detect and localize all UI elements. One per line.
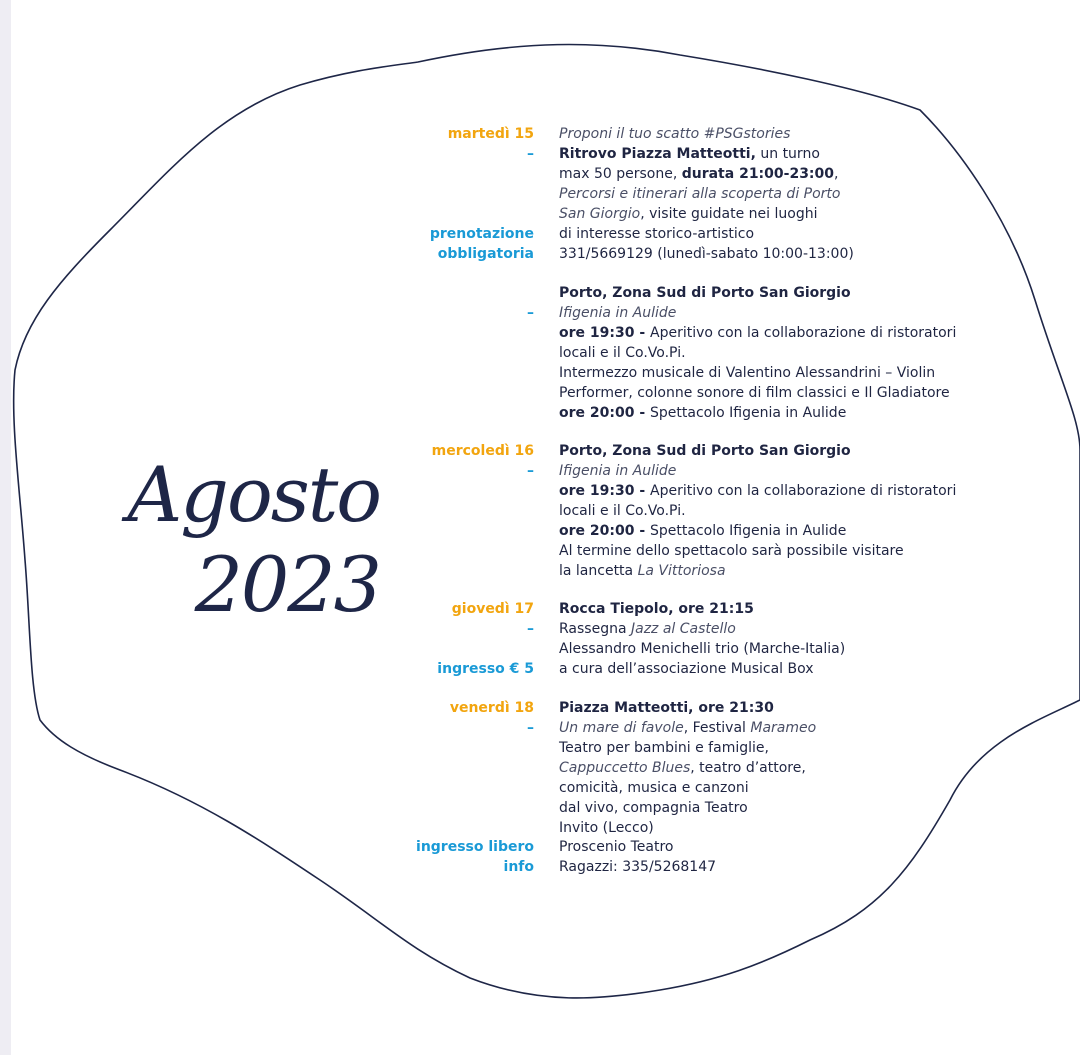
text-segment: Porto, Zona Sud di Porto San Giorgio — [559, 285, 851, 301]
event-dash: – — [527, 305, 534, 321]
event-text-line — [559, 837, 673, 857]
event-text-line — [559, 718, 816, 738]
text-segment: Intermezzo musicale di Valentino Alessandrini – Violin — [559, 365, 936, 381]
text-segment: Spettacolo Ifigenia in Aulide — [650, 405, 847, 421]
event-text-line — [559, 778, 749, 798]
text-segment: la lancetta — [559, 563, 638, 579]
event-dash: – — [527, 146, 534, 162]
text-segment: ore 19:30 - — [559, 325, 651, 341]
text-segment: Marameo — [750, 720, 817, 736]
text-segment: , teatro d’attore, — [690, 760, 806, 776]
text-segment: ore 20:00 - — [559, 405, 651, 421]
text-segment: Rocca Tiepolo, ore 21:15 — [559, 601, 754, 617]
event-text-line — [559, 501, 686, 521]
text-segment: durata 21:00-23:00 — [681, 166, 835, 182]
text-segment: Proponi il tuo scatto #PSGstories — [559, 126, 791, 142]
text-segment: Aperitivo con la collaborazione di ristoratori — [650, 483, 957, 499]
event-text-line — [559, 303, 676, 323]
text-segment: locali e il Co.Vo.Pi. — [559, 503, 686, 519]
event-text-line — [559, 619, 736, 639]
text-segment: max 50 persone, — [559, 166, 682, 182]
event-text-line — [559, 283, 851, 303]
text-segment: San Giorgio — [559, 206, 641, 222]
text-segment: Proscenio Teatro — [559, 839, 674, 855]
text-segment: dal vivo, compagnia Teatro — [559, 800, 748, 816]
info-label: info — [503, 859, 534, 875]
event-text-line — [559, 204, 818, 224]
text-segment: Rassegna — [559, 621, 631, 637]
text-segment: Spettacolo Ifigenia in Aulide — [650, 523, 847, 539]
event-dash: – — [527, 463, 534, 479]
text-segment: Aperitivo con la collaborazione di ristoratori — [650, 325, 957, 341]
event-text-line — [559, 343, 686, 363]
event-text-line — [559, 798, 748, 818]
text-segment: Performer, colonne sonore di film classici e Il Gladiatore — [559, 385, 950, 401]
title-month: Agosto — [127, 450, 380, 539]
event-text-line — [559, 521, 846, 541]
event-text-line — [559, 738, 769, 758]
text-segment: a cura dell’associazione Musical Box — [559, 661, 814, 677]
event-text-line — [559, 857, 716, 877]
text-segment: di interesse storico-artistico — [559, 226, 755, 242]
event-text-line — [559, 363, 935, 383]
text-segment: ore 20:00 - — [559, 523, 651, 539]
event-text-line — [559, 561, 726, 581]
event-day-label: giovedì 17 — [451, 601, 534, 617]
event-text-line — [559, 698, 774, 718]
event-text-line — [559, 403, 846, 423]
text-segment: Ritrovo Piazza Matteotti, — [559, 146, 756, 162]
event-day-label: venerdì 18 — [449, 700, 534, 716]
event-text-line — [559, 124, 790, 144]
text-segment: Ifigenia in Aulide — [559, 305, 677, 321]
text-segment: Piazza Matteotti, ore 21:30 — [559, 700, 774, 716]
event-text-line — [559, 659, 814, 679]
event-dash: – — [527, 720, 534, 736]
event-text-line — [559, 184, 840, 204]
event-dash: – — [527, 621, 534, 637]
event-text-line — [559, 818, 654, 838]
event-text-line — [559, 383, 950, 403]
event-day-label: martedì 15 — [447, 126, 534, 142]
event-text-line — [559, 481, 956, 501]
event-day-label: mercoledì 16 — [431, 443, 534, 459]
booking-label: prenotazione — [429, 226, 534, 242]
event-text-line — [559, 323, 956, 343]
event-text-line — [559, 224, 754, 244]
text-segment: locali e il Co.Vo.Pi. — [559, 345, 686, 361]
entry-fee-label: ingresso € 5 — [437, 661, 534, 677]
text-segment: Ifigenia in Aulide — [559, 463, 677, 479]
text-segment: La Vittoriosa — [637, 563, 726, 579]
text-segment: Alessandro Menichelli trio (Marche-Italia) — [559, 641, 846, 657]
text-segment: ore 19:30 - — [559, 483, 651, 499]
text-segment: Ragazzi: 335/5268147 — [559, 859, 717, 875]
booking-label: obbligatoria — [437, 246, 534, 262]
event-text-line — [559, 461, 676, 481]
text-segment: Cappuccetto Blues — [559, 760, 691, 776]
event-text-line — [559, 144, 820, 164]
text-segment: Porto, Zona Sud di Porto San Giorgio — [559, 443, 851, 459]
title-year: 2023 — [194, 540, 380, 629]
event-text-line — [559, 164, 838, 184]
text-segment: , visite guidate nei luoghi — [640, 206, 818, 222]
text-segment: 331/5669129 (lunedì-sabato 10:00-13:00) — [559, 246, 854, 262]
event-text-line — [559, 244, 854, 264]
text-segment: , — [834, 166, 839, 182]
text-segment: Invito (Lecco) — [559, 820, 654, 836]
entry-fee-label: ingresso libero — [416, 839, 534, 855]
event-text-line — [559, 599, 754, 619]
event-text-line — [559, 441, 851, 461]
event-text-line — [559, 541, 904, 561]
text-segment: , Festival — [683, 720, 751, 736]
event-text-line — [559, 758, 806, 778]
text-segment: comicità, musica e canzoni — [559, 780, 749, 796]
text-segment: Jazz al Castello — [631, 621, 736, 637]
title — [70, 450, 380, 630]
text-segment: un turno — [755, 146, 820, 162]
text-segment: Teatro per bambini e famiglie, — [559, 740, 769, 756]
event-text-line — [559, 639, 845, 659]
text-segment: Percorsi e itinerari alla scoperta di Porto — [559, 186, 841, 202]
text-segment: Al termine dello spettacolo sarà possibile visitare — [559, 543, 904, 559]
text-segment: Un mare di favole — [559, 720, 684, 736]
